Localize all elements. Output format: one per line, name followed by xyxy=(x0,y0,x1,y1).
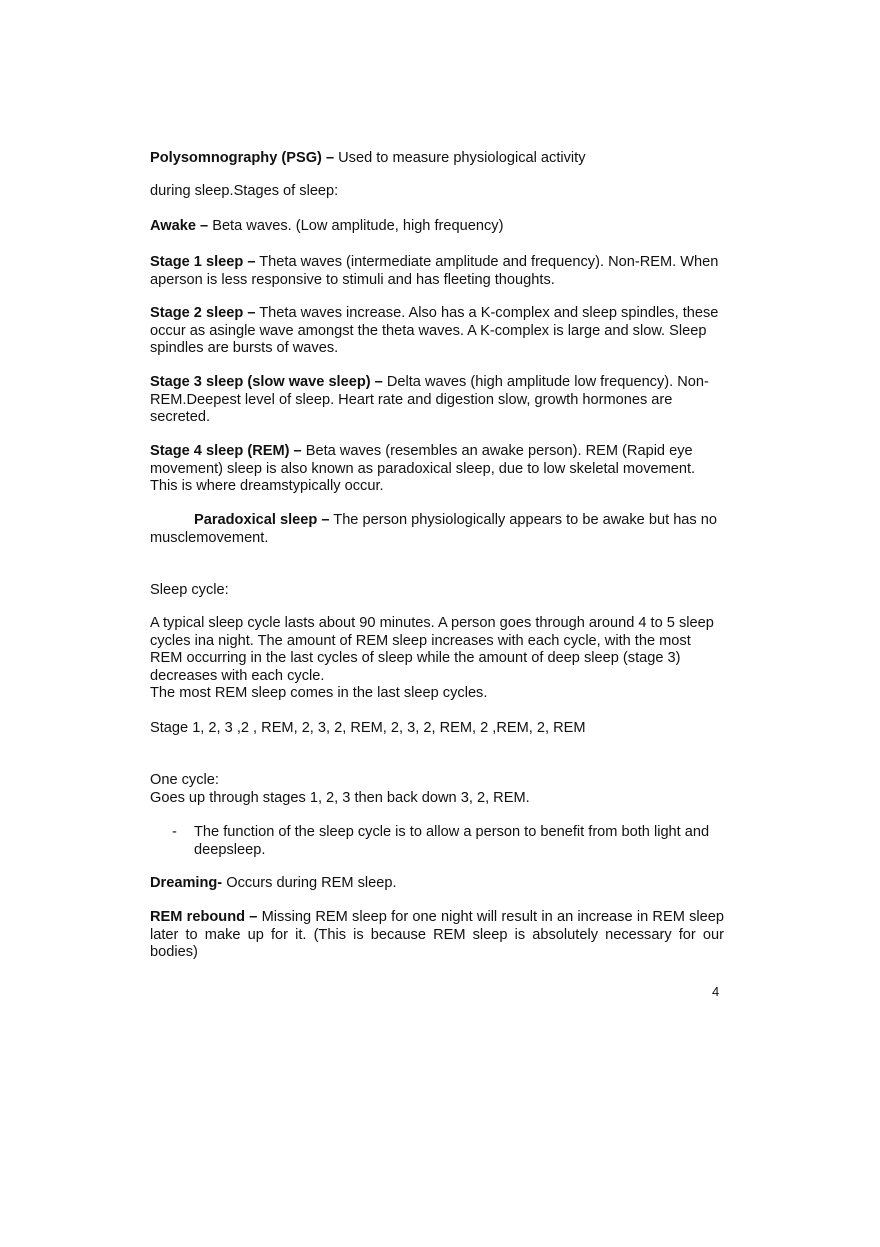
one-cycle-text: Goes up through stages 1, 2, 3 then back down 3, 2, REM. xyxy=(150,790,530,806)
paradoxical-definition xyxy=(150,512,724,547)
psg-text: Used to measure physiological activity xyxy=(334,150,586,166)
stage3-definition xyxy=(150,374,724,427)
psg-term: Polysomnography (PSG) – xyxy=(150,150,335,166)
rem-rebound-definition xyxy=(150,909,724,962)
stage3-text: Delta waves (high amplitude low frequency). Non-REM.Deepest level of sleep. Heart rate and digestion slow, growth hormones are secreted. xyxy=(150,374,709,425)
rem-rebound-text: Missing REM sleep for one night will result in an increase in REM sleep later to make up for it. (This is because REM sleep is absolutely necessary for our bodies) xyxy=(150,909,724,960)
stage3-term: Stage 3 sleep (slow wave sleep) – xyxy=(150,374,383,390)
rem-rebound-term: REM rebound – xyxy=(150,909,258,925)
dreaming-definition xyxy=(150,875,724,893)
stages-intro: during sleep.Stages of sleep: xyxy=(150,183,339,199)
paradoxical-text: The person physiologically appears to be awake but has no musclemovement. xyxy=(150,512,718,546)
stage1-text: Theta waves (intermediate amplitude and frequency). Non-REM. When aperson is less responsive to stimuli and has fleeting thoughts. xyxy=(150,254,719,288)
stage4-definition xyxy=(150,443,724,496)
stage2-text: Theta waves increase. Also has a K-complex and sleep spindles, these occur as asingle wave amongst the theta waves. A K-complex is large and slow. Sleep spindles are bursts of waves. xyxy=(150,305,719,356)
stage-sequence: Stage 1, 2, 3 ,2 , REM, 2, 3, 2, REM, 2, 3, 2, REM, 2 ,REM, 2, REM xyxy=(150,720,586,736)
psg-definition xyxy=(150,150,724,168)
stage4-term: Stage 4 sleep (REM) – xyxy=(150,443,302,459)
one-cycle-heading: One cycle: xyxy=(150,772,219,788)
sleep-cycle-paragraph: A typical sleep cycle lasts about 90 minutes. A person goes through around 4 to 5 sleep cycles ina night. The amount of REM sleep increases with each cycle, with the most REM occurring in the last cycles of sleep while the amount of deep sleep (stage 3) decreases with each cycle. xyxy=(150,615,714,684)
paradoxical-term: Paradoxical sleep – xyxy=(194,512,330,528)
stage1-definition xyxy=(150,254,724,289)
dreaming-term: Dreaming- xyxy=(150,875,223,891)
awake-text: Beta waves. (Low amplitude, high frequency) xyxy=(208,218,504,234)
stage2-term: Stage 2 sleep – xyxy=(150,305,256,321)
stage2-definition xyxy=(150,305,724,358)
sleep-cycle-heading: Sleep cycle: xyxy=(150,582,229,598)
awake-term: Awake – xyxy=(150,218,209,234)
stage4-text: Beta waves (resembles an awake person). REM (Rapid eye movement) sleep is also known as paradoxical sleep, due to low skeletal movement. This is where dreamstypically occur. xyxy=(150,443,696,494)
page-number: 4 xyxy=(712,984,720,999)
bullet-dash: - xyxy=(172,824,177,840)
dreaming-text: Occurs during REM sleep. xyxy=(222,875,397,891)
bullet-item: The function of the sleep cycle is to allow a person to benefit from both light and deepsleep. xyxy=(194,824,710,858)
sleep-cycle-summary: The most REM sleep comes in the last sleep cycles. xyxy=(150,685,488,701)
awake-definition xyxy=(150,218,724,236)
stage1-term: Stage 1 sleep – xyxy=(150,254,256,270)
